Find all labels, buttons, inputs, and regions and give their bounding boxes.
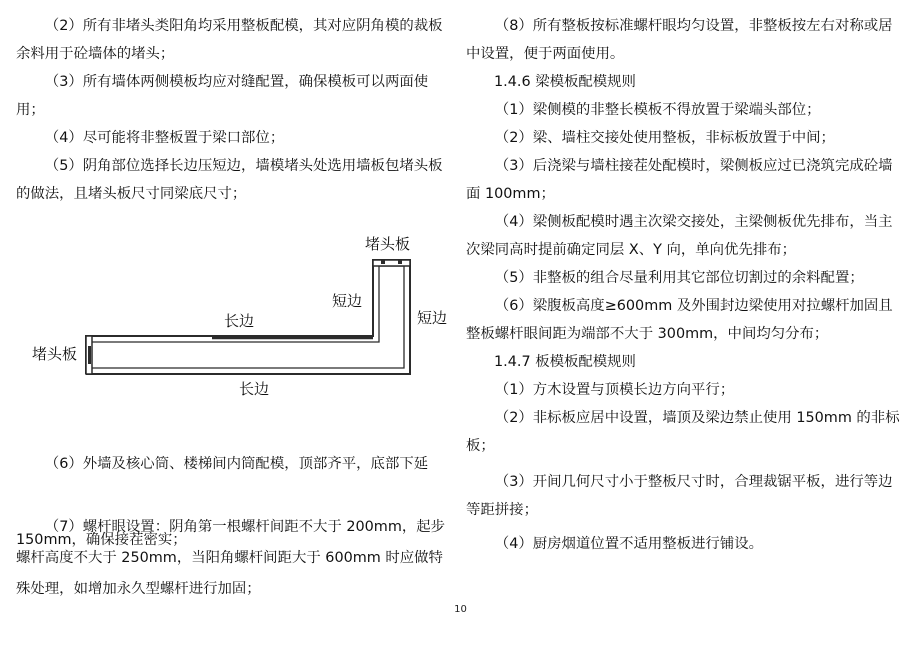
label-short-edge-inner: 短边 — [332, 292, 363, 310]
beam-rule-1: （1）梁侧模的非整长模板不得放置于梁端头部位； — [494, 102, 821, 118]
beam-rule-6: （6）梁腹板高度≥600mm 及外围封边梁使用对拉螺杆加固且整板螺杆眼间距为端部不大于 300mm，中间均匀分布； — [466, 298, 893, 342]
end-plate-top-notch-left — [381, 260, 385, 264]
paragraph-6: （6）外墙及核心筒、楼梯间内筒配模，顶部齐平，底部下延 — [44, 456, 429, 472]
beam-rule-4: （4）梁侧板配模时遇主次梁交接处，主梁侧板优先排布，当主次梁同高时提前确定同层 X、Y 向，单向优先排布； — [466, 214, 893, 258]
paragraph-2: （2）所有非堵头类阳角均采用整板配模，其对应阴角模的裁板余料用于砼墙体的堵头； — [16, 18, 443, 62]
beam-rule-5: （5）非整板的组合尽量利用其它部位切割过的余料配置； — [494, 270, 864, 286]
label-end-plate-top: 堵头板 — [365, 235, 411, 253]
slab-rule-3: （3）开间几何尺寸小于整板尺寸时，合理裁锯平板，进行等边等距拼接； — [466, 474, 893, 518]
beam-rule-3: （3）后浇梁与墙柱接茬处配模时，梁侧板应过已浇筑完成砼墙面 100mm； — [466, 158, 893, 202]
page-number: 10 — [454, 604, 467, 615]
paragraph-4: （4）尽可能将非整板置于梁口部位； — [44, 130, 285, 146]
slab-rule-4: （4）厨房烟道位置不适用整板进行铺设。 — [494, 536, 763, 552]
slab-rule-2: （2）非标板应居中设置，墙顶及梁边禁止使用 150mm 的非标板； — [466, 410, 900, 454]
paragraph-8: （8）所有整板按标准螺杆眼均匀设置，非整板按左右对称或居中设置，便于两面使用。 — [466, 18, 893, 62]
label-short-edge-outer: 短边 — [417, 309, 448, 327]
paragraph-6-clipped-line — [16, 484, 454, 548]
end-plate-left-inner — [88, 346, 91, 364]
paragraph-6-continuation: 150mm，确保接茬密实； — [16, 532, 187, 548]
beam-rule-2: （2）梁、墙柱交接处使用整板，非标板放置于中间； — [494, 130, 835, 146]
section-heading-1-4-6: 1.4.6 梁模板配模规则 — [494, 74, 636, 90]
paragraph-5: （5）阴角部位选择长边压短边，墙模堵头处选用墙板包堵头板的做法，且堵头板尺寸同梁底尺寸； — [16, 158, 443, 202]
end-plate-top-notch-right — [398, 260, 402, 264]
label-long-edge-top: 长边 — [224, 312, 255, 330]
formwork-diagram — [0, 222, 460, 412]
label-end-plate-left: 堵头板 — [32, 345, 78, 363]
section-heading-1-4-7: 1.4.7 板模板配模规则 — [494, 354, 636, 370]
paragraph-7: （7）螺杆眼设置：阴角第一根螺杆间距不大于 200mm，起步螺杆高度不大于 250mm，当阳角螺杆间距大于 600mm 时应做特殊处理，如增加永久型螺杆进行加固； — [16, 519, 446, 597]
end-plate-top — [373, 260, 410, 266]
slab-rule-1: （1）方木设置与顶模长边方向平行； — [494, 382, 735, 398]
paragraph-3: （3）所有墙体两侧模板均应对缝配置，确保模板可以两面使用； — [16, 74, 429, 118]
label-long-edge-bottom: 长边 — [239, 380, 270, 398]
